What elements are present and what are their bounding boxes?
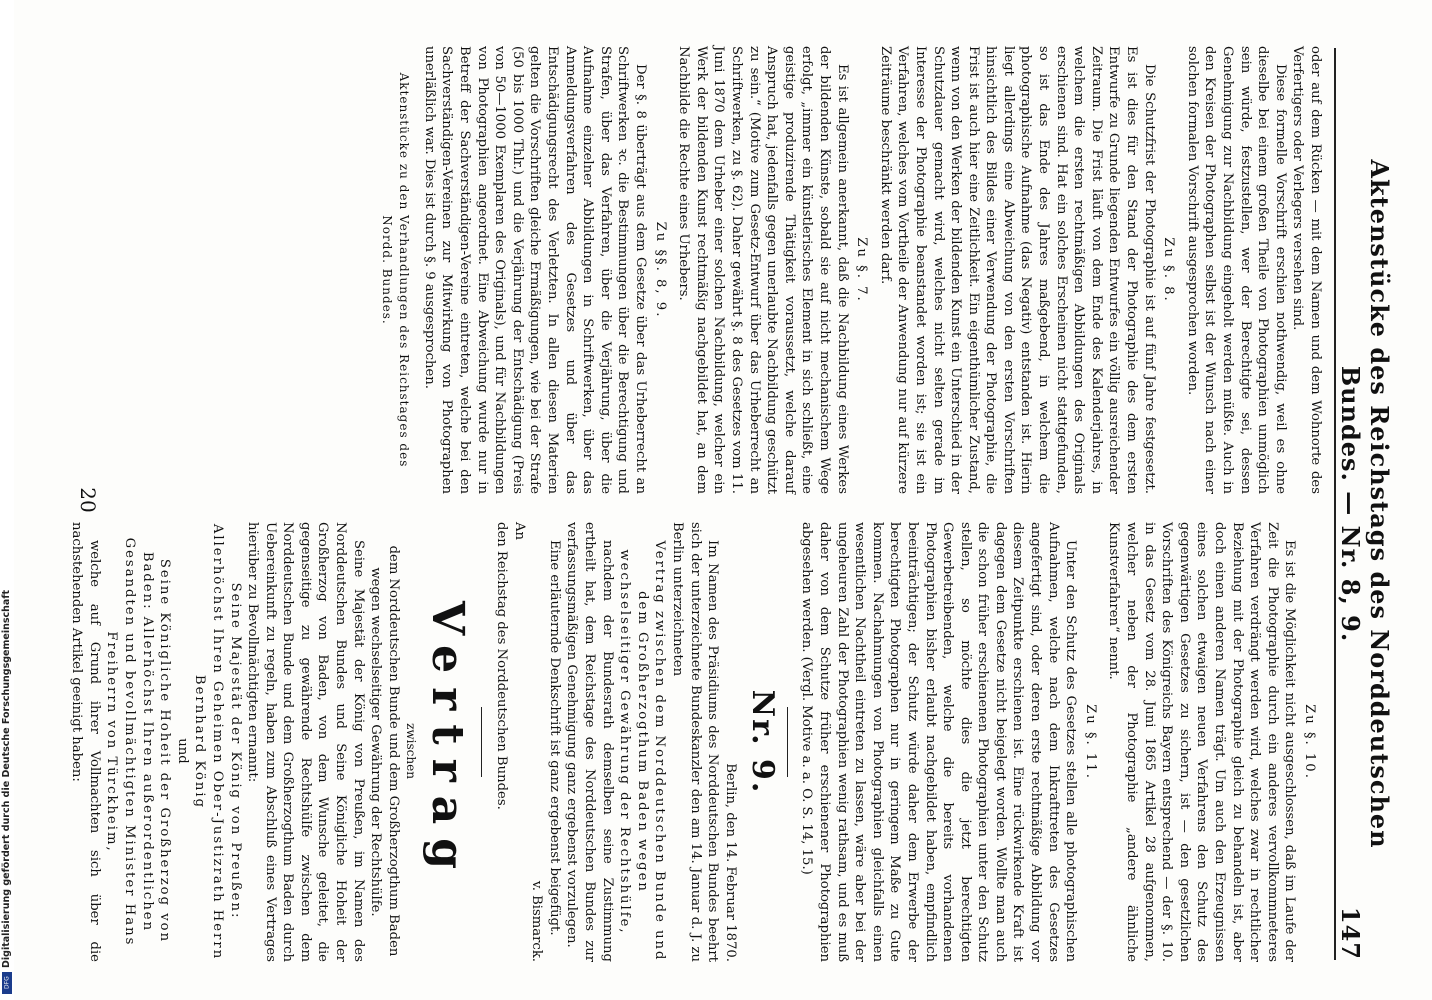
section-heading: Zu §§. 8, 9. bbox=[652, 221, 668, 319]
plenipotentiary: Seine Majestät der König von Preußen: Allerhöchst Ihren Geheimen Ober-Justizrath Herrn Bernhard König bbox=[192, 523, 243, 961]
section-heading: Zu §. 8. bbox=[1161, 237, 1177, 303]
paragraph: Eine erläuternde Denkschrift ist ganz ergebenst beigefügt. bbox=[546, 540, 562, 936]
treaty-heading: Vertrag bbox=[422, 600, 474, 884]
treaty-title-quote: Vertrag zwischen dem Norddeutschen Bunde und dem Großherzogthum Baden wegen wechselseitiger Gewährung der Rechtshülfe, bbox=[617, 540, 668, 962]
paragraph: Die Schutzfrist der Photographie ist auf fünf Jahre festgesetzt. Es ist dies für den Stand der Photographie des dem ersten Entwurfe zu Grunde liegenden Entwurfes ein völlig ausreichender Zeitraum. Die Frist läuft von dem Ende des Kalenderjahres, in welchem die ersten rechtmäßigen Abbildungen des Originals erschienen sind. Hat ein solches Erscheinen nicht stattgefunden, so ist das Ende des Jahres maßgebend, in welchem die photographische Aufnahme (das Negativ) entstanden ist. Hierin liegt allerdings eine Abweichung von den ersten Vorschriften hinsichtlich des Bildes einer Verwendung der Photographie, die Frist ist auch hier eine Zeitlichkeit. Ein eigenthümlicher Zustand, wenn von den Werken der bildenden Kunst ein Unterschied in der Schutzdauer gemacht wird, welches nicht selten gerade im Interesse der Photographie beanstandet worden ist; sie ist ein Verfahren, welches vom Vortheile der Anwendung nur auf kürzere Zeiträume beschränkt werden darf. bbox=[877, 46, 1157, 494]
page-footer-number: 20 bbox=[76, 487, 100, 513]
signature: v. Bismarck. bbox=[529, 880, 545, 962]
paragraph: oder auf dem Rücken — mit dem Namen und dem Wohnorte des Verfertigers oder Verlegers versehen sind. bbox=[1290, 46, 1323, 494]
paragraph: nachdem der Bundesrath demselben seine Zustimmung ertheilt hat, dem Reichstage des Norddeutschen Bundes zur verfassungsmäßigen Genehmigung ganz ergebenst vorzulegen. bbox=[564, 522, 615, 962]
right-column bbox=[68, 522, 1324, 962]
running-head-title: Aktenstücke des Reichstags des Norddeutschen Bundes. — Nr. 8, 9. bbox=[1336, 159, 1394, 849]
paragraph: Im Namen des Präsidiums des Norddeutschen Bundes beehrt sich der unterzeichnete Bundeskanzler den am 14. Januar d. J. zu Berlin unterzeichneten bbox=[670, 522, 721, 962]
paragraph: Unter den Schutz des Gesetzes stellen alle photographischen Aufnahmen, welche nach dem Inkrafttreten des Gesetzes angefertigt sind, oder deren erste rechtmäßige Abbildung vor diesem Zeitpunkte erschienen ist. Eine rückwirkende Kraft ist dagegen dem Gesetze nicht beigelegt worden. Wollte man auch die schon früher erschienenen Photographien unter den Schutz stellen, so möchte dies die jetzt berechtigten Gewerbetreibenden, welche die bereits vorhandenen Photographien bisher erlaubt nachgebildet haben, empfindlich beeinträchtigen; der Schutz würde daher dem Erwerbe der berechtigten Photographen nur in geringem Maße zu Gute kommen. Nachahmungen von Photographien gleichfalls einen wesentlichen Nachtheil eintreten zu lassen, wäre aber bei der ungeheuren Zahl der Photographien wenig rathsam, und es muß daher von dem Schutze früher erschienener Photographien abgesehen werden. (Vergl. Motive a. a. O. S. 14, 15.) bbox=[799, 522, 1079, 962]
divider bbox=[787, 707, 788, 777]
dfg-logo: DFG bbox=[2, 972, 12, 994]
left-column bbox=[377, 46, 1324, 494]
paragraph: welche auf Grund ihrer Vollmachten sich über die nachstehenden Artikel geeinigt haben: bbox=[69, 522, 102, 962]
treaty-parties: dem Norddeutschen Bunde und dem Großherzogthum Baden wegen wechselseitiger Gewährung der Rechtshülfe. bbox=[368, 545, 401, 957]
section-heading: Zu §. 10. bbox=[1302, 704, 1317, 780]
paragraph: Es ist die Möglichkeit nicht ausgeschlossen, daß im Laufe der Zeit die Photographie durch ein anderes vervollkommneteres Verfahren verdrängt werden wird, welches zwar in rechtlicher Beziehung mit der Photographie gleich zu behandeln ist, aber doch einen anderen Namen trägt. Um auch den Erzeugnissen eines solchen etwaigen neuen Verfahrens den Schutz des gegenwärtigen Gesetzes zu sichern, ist — den gesetzlichen Vorschriften des Königreichs Bayern entsprechend — der §. 10. in das Gesetz vom 28. Juni 1865 Artikel 28 aufgenommen, welcher neben der Photographie „andere ähnliche Kunstverfahren“ nennt. bbox=[1106, 522, 1298, 962]
paragraph: Seine Majestät der König von Preußen, im Namen des Norddeutschen Bundes und Seine Königliche Hoheit der Großherzog von Baden, von dem Wunsche geleitet, die gegenseitige zu gewährende Rechtshülfe zwischen dem Norddeutschen Bunde und dem Großherzogthum Baden durch Uebereinkunft zu regeln, haben zum Abschluß eines Vertrages hierüber zu Bevollmächtigten ernannt: bbox=[245, 522, 366, 962]
paragraph: Es ist allgemein anerkannt, daß die Nachbildung eines Werkes der bildenden Künste, sobald sie auf nicht mechanischem Wege erfolgt, „immer ein künstlerisches Element in sich schließt, eine geistige produzirende Thätigkeit voraussetzt, welche darauf Anspruch hat, jedenfalls gegen unerlaubte Nachbildung geschützt zu sein.“ (Motive zum Gesetz-Entwurf über das Urheberrecht an Schriftwerken, zu §. 62). Daher gewährt §. 8 des Gesetzes vom 11. Juni 1870 dem Urheber einer solchen Nachbildung, welcher ein Werk der bildenden Kunst rechtmäßig nachgebildet hat, an dem Nachbilde die Rechte eines Urhebers. bbox=[676, 46, 850, 494]
address-line: An bbox=[511, 522, 527, 541]
attribution-text: Digitalisierung gefördert durch die Deutsche Forschungsgemeinschaft bbox=[1, 590, 12, 968]
volume-footer-note: Aktenstücke zu den Verhandlungen des Reichstages des Nordd. Bundes. bbox=[379, 72, 412, 468]
running-head bbox=[1334, 48, 1394, 960]
running-head-page-number: 147 bbox=[1336, 906, 1365, 960]
paragraph: Diese formelle Vorschrift erschien nothwendig, weil es ohne dieselbe bei einem großen Theile von Photographien unmöglich sein würde, festzustellen, wer der Berechtigte sei, dessen Genehmigung zur Nachbildung eingeholt werden müßte. Auch in den Kreisen der Photographen selbst ist der Wunsch nach einer solchen formalen Vorschrift ausgesprochen worden. bbox=[1184, 46, 1288, 494]
treaty-subheading: zwischen bbox=[404, 723, 419, 779]
document-number-heading: Nr. 9. bbox=[744, 689, 780, 795]
conjunction: und bbox=[174, 738, 190, 764]
section-heading: Zu §. 11. bbox=[1082, 704, 1098, 780]
paragraph: Der §. 8 überträgt aus dem Gesetze über das Urheberrecht an Schriftwerken ꝛc. die Bestimmungen über die Berechtigung und Strafen, über das Verfahren, über die Verjährung, über die Aufnahme einzelner Abbildungen in Schriftwerken, über das Anmeldungsverfahren des Gesetzes und über das Entschädigungsrecht des Verletzten. In allen diesen Materien gelten die Vorschriften gleiche Ermäßigungen, wie bei der Strafe (50 bis 1000 Thlr.) und die Verjährung der Entschädigung (Preis von 50—1000 Exemplaren des Originals), und für Nachbildungen von Photographien angeordnet. Eine Abweichung wurde nur in Betreff der Sachverständigen-Vereine eintreten, welche bei den Sachverständigen-Vereinen zur Mitwirkung von Photographen unerläßlich war. Dies ist durch §. 9 ausgesprochen. bbox=[421, 46, 649, 494]
section-heading: Zu §. 7. bbox=[854, 237, 870, 303]
attribution-strip bbox=[0, 0, 14, 1000]
dateline: Berlin, den 14. Februar 1870. bbox=[722, 763, 738, 962]
address-line: den Reichstag des Norddeutschen Bundes. bbox=[494, 522, 510, 810]
plenipotentiary: Seine Königliche Hoheit der Großherzog von Baden: Allerhöchst Ihren außerordentlichen Gesandten und bevollmächtigten Minister Hans Freiherrn von Türckheim, bbox=[104, 537, 173, 947]
divider bbox=[481, 707, 482, 777]
